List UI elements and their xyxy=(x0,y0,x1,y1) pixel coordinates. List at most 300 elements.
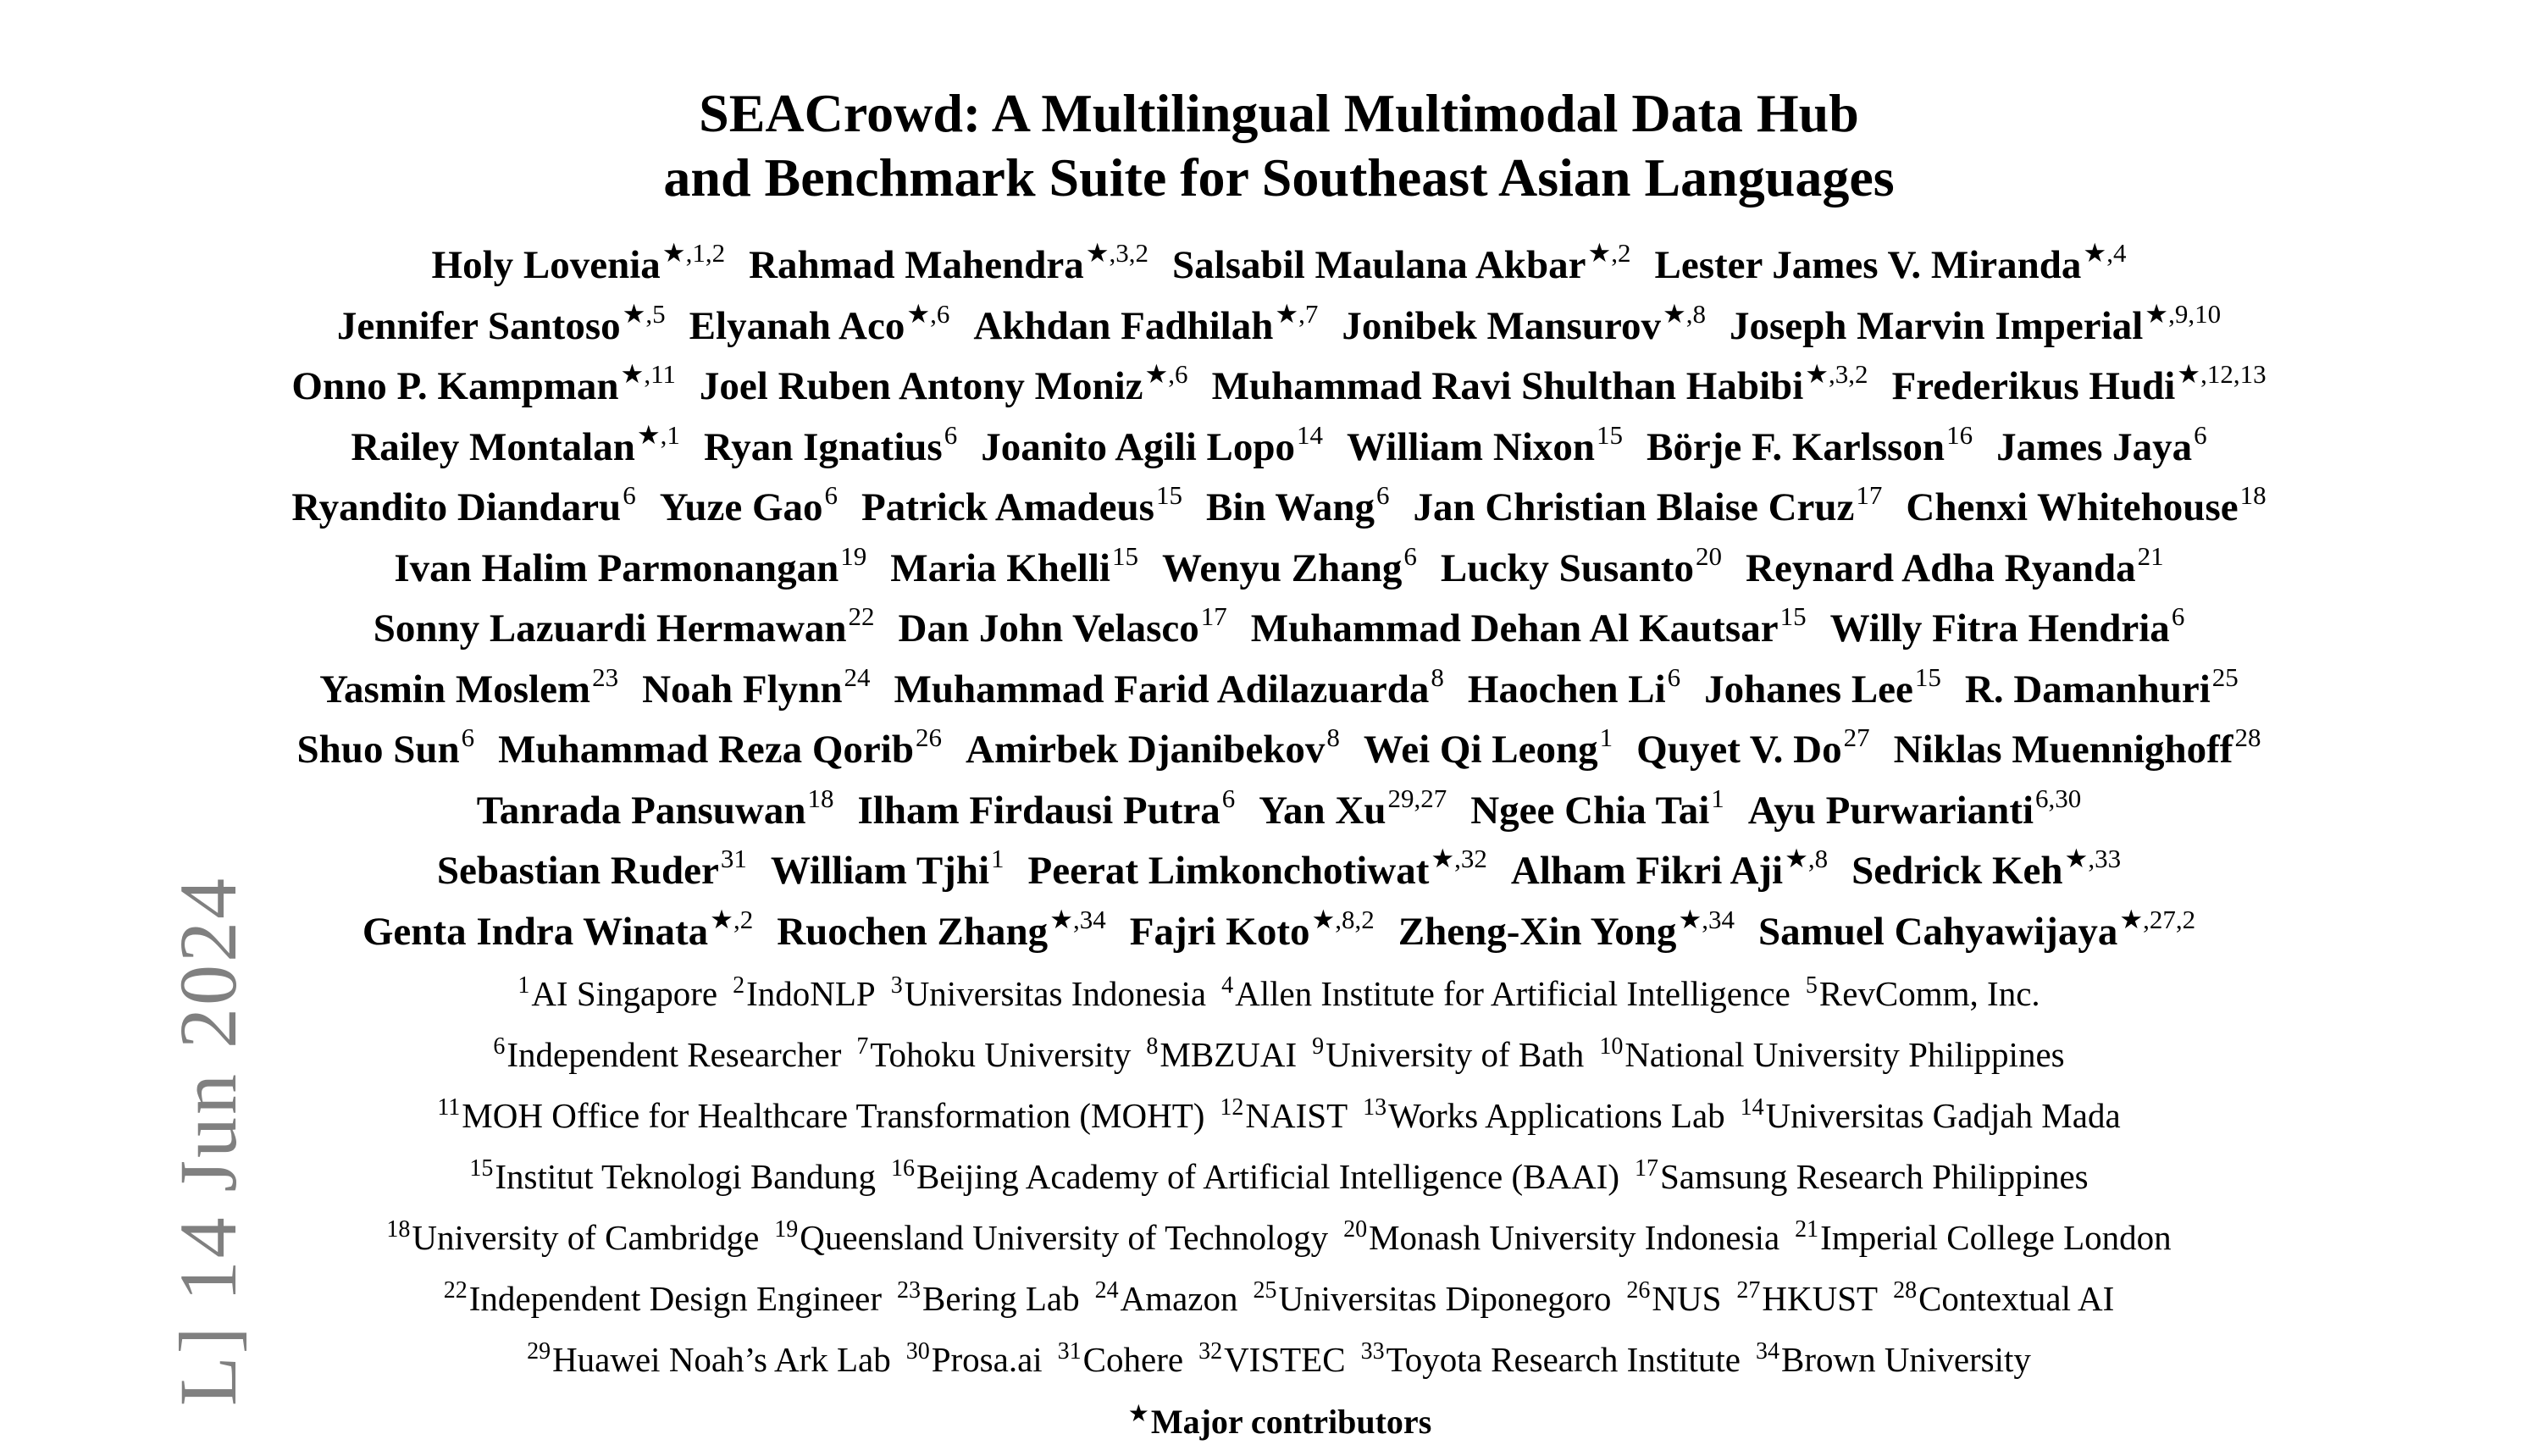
author xyxy=(1250,601,1807,650)
author-affiliation-marks: 20 xyxy=(1696,540,1723,571)
author xyxy=(861,480,1182,529)
author-name: Tanrada Pansuwan xyxy=(476,788,806,833)
author xyxy=(1893,722,2261,772)
author-name: Akhdan Fadhilah xyxy=(973,303,1274,348)
author xyxy=(1205,480,1390,529)
affiliation xyxy=(518,974,717,1013)
author xyxy=(476,783,834,833)
affiliation-name: HKUST xyxy=(1762,1279,1879,1318)
affiliation-name: AI Singapore xyxy=(531,974,718,1013)
author-line xyxy=(136,540,2422,601)
author-name: Shuo Sun xyxy=(296,728,460,772)
affiliation-number: 30 xyxy=(905,1338,930,1365)
affiliation-name: Universitas Indonesia xyxy=(904,974,1207,1013)
author-name: Patrick Amadeus xyxy=(861,485,1154,529)
author-name: Joanito Agili Lopo xyxy=(981,424,1296,469)
author-line xyxy=(136,479,2422,540)
paper-title xyxy=(136,81,2422,210)
affiliation-line xyxy=(136,1210,2422,1271)
author-affiliation-marks: ★,32 xyxy=(1431,844,1487,873)
author-affiliation-marks: 22 xyxy=(848,601,875,631)
author xyxy=(1906,480,2266,529)
affiliation-number: 5 xyxy=(1805,972,1818,999)
affiliation-name: Works Applications Lab xyxy=(1388,1096,1725,1135)
author xyxy=(689,298,950,348)
author-affiliation-marks: 26 xyxy=(916,722,942,752)
affiliation-name: University of Bath xyxy=(1326,1035,1585,1074)
affiliation xyxy=(386,1218,759,1257)
author xyxy=(1211,359,1868,408)
author-affiliation-marks: 6 xyxy=(824,480,838,510)
author-affiliation-marks: ★,2 xyxy=(710,904,754,934)
author-line xyxy=(136,662,2422,722)
affiliation-name: Universitas Gadjah Mada xyxy=(1765,1096,2121,1135)
author-affiliation-marks: ★,7 xyxy=(1275,298,1319,329)
affiliation-line xyxy=(136,1271,2422,1331)
affiliation-name: RevComm, Inc. xyxy=(1818,974,2040,1013)
affiliation-line xyxy=(136,1088,2422,1149)
author-name: Haochen Li xyxy=(1467,667,1666,711)
affiliation xyxy=(444,1279,882,1318)
affiliation-number: 26 xyxy=(1626,1277,1651,1304)
affiliation xyxy=(1343,1218,1779,1257)
affiliation-number: 33 xyxy=(1360,1338,1385,1365)
affiliation-name: National University Philippines xyxy=(1624,1035,2065,1074)
affiliation-name: Imperial College London xyxy=(1820,1218,2172,1257)
author xyxy=(642,662,871,711)
author-affiliation-marks: 23 xyxy=(592,662,619,692)
title-line: SEACrowd: A Multilingual Multimodal Data Hub xyxy=(699,83,1859,143)
author-name: Muhammad Dehan Al Kautsar xyxy=(1250,606,1779,650)
author-line xyxy=(136,298,2422,359)
author-name: Yasmin Moslem xyxy=(319,667,591,711)
affiliation xyxy=(774,1218,1328,1257)
affiliation-number: 24 xyxy=(1094,1277,1119,1304)
affiliation xyxy=(856,1035,1131,1074)
author-name: Ryan Ignatius xyxy=(703,424,943,469)
author-line xyxy=(136,358,2422,419)
author-affiliation-marks: 18 xyxy=(807,783,834,813)
affiliation-name: Beijing Academy of Artificial Intelligence (BAAI) xyxy=(916,1157,1619,1196)
affiliation xyxy=(1221,974,1791,1013)
author-name: Dan John Velasco xyxy=(898,606,1199,650)
author-name: Jennifer Santoso xyxy=(336,303,621,348)
affiliation-name: Brown University xyxy=(1780,1340,2031,1379)
author-affiliation-marks: 18 xyxy=(2239,480,2266,510)
author xyxy=(1129,904,1375,954)
author xyxy=(1259,783,1447,833)
author-name: Bin Wang xyxy=(1205,485,1375,529)
author-name: Ayu Purwarianti xyxy=(1747,788,2034,833)
author-affiliation-marks: 6 xyxy=(1667,662,1681,692)
author-name: R. Damanhuri xyxy=(1964,667,2211,711)
author-name: Sedrick Keh xyxy=(1851,849,2063,893)
author xyxy=(1510,844,1829,893)
author-name: Börje F. Karlsson xyxy=(1646,424,1945,469)
affiliation xyxy=(1893,1279,2114,1318)
affiliation xyxy=(469,1157,876,1196)
author-name: Yan Xu xyxy=(1259,788,1386,833)
affiliation-number: 3 xyxy=(890,972,903,999)
author-name: William Tjhi xyxy=(770,849,990,893)
author-line xyxy=(136,783,2422,844)
affiliation-number: 7 xyxy=(856,1033,869,1060)
author-affiliation-marks: 6,30 xyxy=(2035,783,2082,813)
author-line xyxy=(136,419,2422,480)
affiliation-name: Independent Design Engineer xyxy=(468,1279,883,1318)
author xyxy=(1027,844,1487,893)
author-name: Joel Ruben Antony Moniz xyxy=(699,364,1143,408)
affiliation-name: Queensland University of Technology xyxy=(800,1218,1329,1257)
affiliation-number: 31 xyxy=(1057,1338,1082,1365)
author-name: Sonny Lazuardi Hermawan xyxy=(373,606,847,650)
author-name: Elyanah Aco xyxy=(689,303,905,348)
author xyxy=(981,419,1324,469)
author xyxy=(319,662,619,711)
affiliation xyxy=(1198,1340,1346,1379)
author xyxy=(890,540,1138,590)
affiliation-number: 15 xyxy=(469,1155,494,1182)
author-line xyxy=(136,904,2422,965)
affiliation-name: Universitas Diponegoro xyxy=(1278,1279,1612,1318)
author-name: Amirbek Djanibekov xyxy=(966,728,1326,772)
author-affiliation-marks: 6 xyxy=(2194,419,2207,450)
affiliation xyxy=(1146,1035,1297,1074)
author-affiliation-marks: ★,8 xyxy=(1662,298,1706,329)
author-affiliation-marks: ★,6 xyxy=(1144,359,1188,389)
author-affiliation-marks: ★,27,2 xyxy=(2119,904,2196,934)
author-name: Frederikus Hudi xyxy=(1891,364,2176,408)
footnote-text: Major contributors xyxy=(1150,1403,1432,1441)
affiliation-name: IndoNLP xyxy=(746,974,876,1013)
affiliation-name: NUS xyxy=(1652,1279,1722,1318)
affiliation-number: 12 xyxy=(1220,1094,1244,1121)
author-affiliation-marks: ★,3,2 xyxy=(1085,238,1149,268)
author xyxy=(1891,359,2266,408)
author-affiliation-marks: 15 xyxy=(1779,601,1807,631)
author xyxy=(857,783,1236,833)
affiliation-number: 2 xyxy=(733,972,745,999)
author xyxy=(431,238,726,287)
author-line xyxy=(136,843,2422,904)
affiliation-number: 10 xyxy=(1599,1033,1624,1060)
author-name: Muhammad Farid Adilazuarda xyxy=(894,667,1430,711)
contributors-footnote xyxy=(136,1392,2422,1456)
author xyxy=(436,844,747,893)
author-line xyxy=(136,722,2422,783)
author-affiliation-marks: 17 xyxy=(1200,601,1227,631)
affiliation-number: 20 xyxy=(1343,1216,1368,1243)
author-name: Rahmad Mahendra xyxy=(749,243,1084,287)
author-name: Maria Khelli xyxy=(890,545,1110,590)
author-name: Jan Christian Blaise Cruz xyxy=(1413,485,1855,529)
author-affiliation-marks: ★,34 xyxy=(1678,904,1735,934)
author-name: Onno P. Kampman xyxy=(291,364,619,408)
author-affiliation-marks: ★,33 xyxy=(2064,844,2122,873)
affiliation-number: 22 xyxy=(443,1277,468,1304)
affiliation-name: NAIST xyxy=(1245,1096,1348,1135)
affiliation-number: 4 xyxy=(1221,972,1234,999)
affiliation-number: 34 xyxy=(1755,1338,1779,1365)
affiliation xyxy=(1635,1157,2089,1196)
affiliation-list xyxy=(136,966,2422,1392)
author-name: Peerat Limkonchotiwat xyxy=(1027,849,1430,893)
affiliation-name: Tohoku University xyxy=(870,1035,1132,1074)
author-affiliation-marks: 6 xyxy=(1403,540,1417,571)
author-affiliation-marks: 15 xyxy=(1111,540,1138,571)
author-name: Niklas Muennighoff xyxy=(1893,728,2233,772)
author-affiliation-marks: 24 xyxy=(844,662,871,692)
author-name: Willy Fitra Hendria xyxy=(1829,606,2170,650)
author-affiliation-marks: 28 xyxy=(2234,722,2261,752)
author-affiliation-marks: ★,34 xyxy=(1049,904,1106,934)
author-affiliation-marks: ★,12,13 xyxy=(2177,359,2266,389)
affiliation xyxy=(527,1340,891,1379)
affiliation xyxy=(1795,1218,2171,1257)
author-affiliation-marks: 25 xyxy=(2211,662,2239,692)
affiliation xyxy=(1736,1279,1878,1318)
author-affiliation-marks: 14 xyxy=(1297,419,1324,450)
author xyxy=(296,722,475,772)
author-affiliation-marks: ★,6 xyxy=(906,298,950,329)
author xyxy=(291,480,636,529)
author xyxy=(1636,722,1870,772)
author-name: Ryandito Diandaru xyxy=(291,485,622,529)
author-name: Lester James V. Miranda xyxy=(1654,243,2082,287)
affiliation-number: 14 xyxy=(1740,1094,1764,1121)
author-name: Jonibek Mansurov xyxy=(1342,303,1661,348)
affiliation-line xyxy=(136,966,2422,1027)
author-affiliation-marks: 17 xyxy=(1856,480,1883,510)
footnote-marker: ★ xyxy=(1127,1401,1149,1427)
author-name: Reynard Adha Ryanda xyxy=(1746,545,2136,590)
author-affiliation-marks: ★,9,10 xyxy=(2145,298,2222,329)
author-name: Sebastian Ruder xyxy=(436,849,719,893)
affiliation-number: 8 xyxy=(1146,1033,1159,1060)
author-affiliation-marks: 29,27 xyxy=(1387,783,1447,813)
affiliation-name: MOH Office for Healthcare Transformation (MOHT) xyxy=(462,1096,1205,1135)
author-affiliation-marks: ★,1 xyxy=(636,419,680,450)
author xyxy=(894,662,1444,711)
affiliation xyxy=(906,1340,1043,1379)
author-affiliation-marks: 1 xyxy=(991,844,1005,873)
author-affiliation-marks: 8 xyxy=(1326,722,1340,752)
author-affiliation-marks: 6 xyxy=(461,722,475,752)
affiliation xyxy=(1363,1096,1725,1135)
author-name: Wenyu Zhang xyxy=(1161,545,1403,590)
author-name: Railey Montalan xyxy=(351,424,635,469)
author-affiliation-marks: 15 xyxy=(1155,480,1182,510)
author-affiliation-marks: ★,5 xyxy=(622,298,666,329)
author-affiliation-marks: 15 xyxy=(1596,419,1623,450)
author xyxy=(777,904,1106,954)
affiliation-name: Allen Institute for Artificial Intelligence xyxy=(1235,974,1791,1013)
affiliation-line xyxy=(136,1331,2422,1392)
affiliation xyxy=(1741,1096,2121,1135)
affiliation-number: 13 xyxy=(1363,1094,1387,1121)
affiliation xyxy=(1220,1096,1348,1135)
author-name: Muhammad Reza Qorib xyxy=(498,728,914,772)
author xyxy=(291,359,676,408)
author xyxy=(336,298,666,348)
paper-header xyxy=(136,81,2422,1456)
affiliation-line xyxy=(136,1149,2422,1210)
author xyxy=(659,480,838,529)
author xyxy=(1161,540,1417,590)
affiliation xyxy=(891,1157,1619,1196)
author-affiliation-marks: 1 xyxy=(1711,783,1724,813)
author-affiliation-marks: 6 xyxy=(623,480,636,510)
author-name: Wei Qi Leong xyxy=(1363,728,1598,772)
author-affiliation-marks: 19 xyxy=(840,540,867,571)
author-name: Holy Lovenia xyxy=(431,243,661,287)
affiliation-name: MBZUAI xyxy=(1160,1035,1298,1074)
affiliation-number: 19 xyxy=(774,1216,799,1243)
affiliation xyxy=(1756,1340,2031,1379)
arxiv-stamp-text: L] 14 Jun 2024 xyxy=(163,876,253,1406)
author-affiliation-marks: ★,8,2 xyxy=(1311,904,1375,934)
author xyxy=(1996,419,2207,469)
author xyxy=(1746,540,2164,590)
affiliation-number: 17 xyxy=(1635,1155,1658,1182)
author xyxy=(1730,298,2222,348)
affiliation xyxy=(1254,1279,1612,1318)
author-line xyxy=(136,237,2422,298)
affiliation xyxy=(1361,1340,1741,1379)
affiliation xyxy=(1599,1035,2064,1074)
title-line: and Benchmark Suite for Southeast Asian Languages xyxy=(663,147,1895,208)
affiliation-number: 23 xyxy=(897,1277,922,1304)
author-affiliation-marks: 21 xyxy=(2137,540,2164,571)
author xyxy=(966,722,1340,772)
author xyxy=(1654,238,2127,287)
author xyxy=(1470,783,1724,833)
author-affiliation-marks: ★,3,2 xyxy=(1805,359,1868,389)
affiliation-number: 16 xyxy=(891,1155,915,1182)
affiliation-number: 28 xyxy=(1893,1277,1918,1304)
author xyxy=(1964,662,2239,711)
affiliation xyxy=(1806,974,2040,1013)
author xyxy=(1467,662,1681,711)
author xyxy=(1829,601,2185,650)
affiliation xyxy=(1626,1279,1721,1318)
affiliation-name: Amazon xyxy=(1120,1279,1238,1318)
author-name: Genta Indra Winata xyxy=(362,909,709,954)
author-name: Alham Fikri Aji xyxy=(1510,849,1784,893)
affiliation-number: 32 xyxy=(1198,1338,1223,1365)
author-name: Joseph Marvin Imperial xyxy=(1730,303,2144,348)
affiliation-line xyxy=(136,1027,2422,1088)
affiliation-name: University of Cambridge xyxy=(412,1218,760,1257)
author xyxy=(1757,904,2196,954)
affiliation-name: VISTEC xyxy=(1224,1340,1346,1379)
author xyxy=(973,298,1319,348)
author-name: Ilham Firdausi Putra xyxy=(857,788,1220,833)
author xyxy=(1413,480,1883,529)
author-name: Samuel Cahyawijaya xyxy=(1757,909,2118,954)
author xyxy=(1363,722,1613,772)
author xyxy=(394,540,867,590)
affiliation xyxy=(1312,1035,1584,1074)
author xyxy=(1398,904,1735,954)
affiliation-number: 18 xyxy=(386,1216,411,1243)
author xyxy=(1747,783,2082,833)
author-name: Salsabil Maulana Akbar xyxy=(1172,243,1586,287)
affiliation-name: Contextual AI xyxy=(1918,1279,2115,1318)
author xyxy=(1646,419,1973,469)
author xyxy=(498,722,942,772)
author-affiliation-marks: 16 xyxy=(1946,419,1973,450)
author-affiliation-marks: ★,4 xyxy=(2083,238,2127,268)
author-affiliation-marks: 1 xyxy=(1599,722,1613,752)
author-line xyxy=(136,601,2422,662)
author xyxy=(362,904,754,954)
author xyxy=(749,238,1149,287)
affiliation-number: 21 xyxy=(1795,1216,1819,1243)
author xyxy=(1342,298,1706,348)
author-affiliation-marks: ★,8 xyxy=(1785,844,1829,873)
affiliation-number: 27 xyxy=(1736,1277,1761,1304)
author-affiliation-marks: 27 xyxy=(1843,722,1870,752)
author xyxy=(1704,662,1941,711)
affiliation-name: Monash University Indonesia xyxy=(1369,1218,1780,1257)
author-affiliation-marks: ★,2 xyxy=(1587,238,1631,268)
author-name: Zheng-Xin Yong xyxy=(1398,909,1677,954)
affiliation-name: Samsung Research Philippines xyxy=(1660,1157,2089,1196)
author-affiliation-marks: 6 xyxy=(1375,480,1390,510)
affiliation-name: Cohere xyxy=(1082,1340,1184,1379)
author xyxy=(1172,238,1631,287)
affiliation xyxy=(733,974,876,1013)
author xyxy=(1347,419,1623,469)
author-name: Chenxi Whitehouse xyxy=(1906,485,2239,529)
author xyxy=(699,359,1188,408)
affiliation-number: 11 xyxy=(437,1094,461,1121)
author-name: Muhammad Ravi Shulthan Habibi xyxy=(1211,364,1804,408)
affiliation xyxy=(1058,1340,1183,1379)
author-name: Quyet V. Do xyxy=(1636,728,1842,772)
affiliation-name: Toyota Research Institute xyxy=(1386,1340,1741,1379)
author xyxy=(898,601,1227,650)
author xyxy=(351,419,680,469)
affiliation-name: Bering Lab xyxy=(922,1279,1080,1318)
author-name: Ivan Halim Parmonangan xyxy=(394,545,839,590)
author xyxy=(373,601,875,650)
affiliation-name: Institut Teknologi Bandung xyxy=(495,1157,876,1196)
author-name: Johanes Lee xyxy=(1704,667,1913,711)
author-name: Lucky Susanto xyxy=(1440,545,1695,590)
affiliation-number: 29 xyxy=(527,1338,551,1365)
author-name: James Jaya xyxy=(1996,424,2193,469)
affiliation-number: 9 xyxy=(1312,1033,1325,1060)
author-affiliation-marks: 31 xyxy=(720,844,747,873)
affiliation xyxy=(891,974,1206,1013)
affiliation xyxy=(897,1279,1080,1318)
author-name: Yuze Gao xyxy=(659,485,823,529)
author-list xyxy=(136,237,2422,964)
author-name: Noah Flynn xyxy=(642,667,843,711)
author-affiliation-marks: ★,1,2 xyxy=(661,238,726,268)
author-affiliation-marks: 6 xyxy=(1221,783,1236,813)
author xyxy=(770,844,1005,893)
author-affiliation-marks: 8 xyxy=(1431,662,1444,692)
affiliation xyxy=(1095,1279,1238,1318)
affiliation-number: 25 xyxy=(1253,1277,1277,1304)
author-affiliation-marks: 6 xyxy=(944,419,958,450)
author-affiliation-marks: 15 xyxy=(1914,662,1941,692)
author-name: Fajri Koto xyxy=(1129,909,1310,954)
author-affiliation-marks: ★,11 xyxy=(620,359,676,389)
